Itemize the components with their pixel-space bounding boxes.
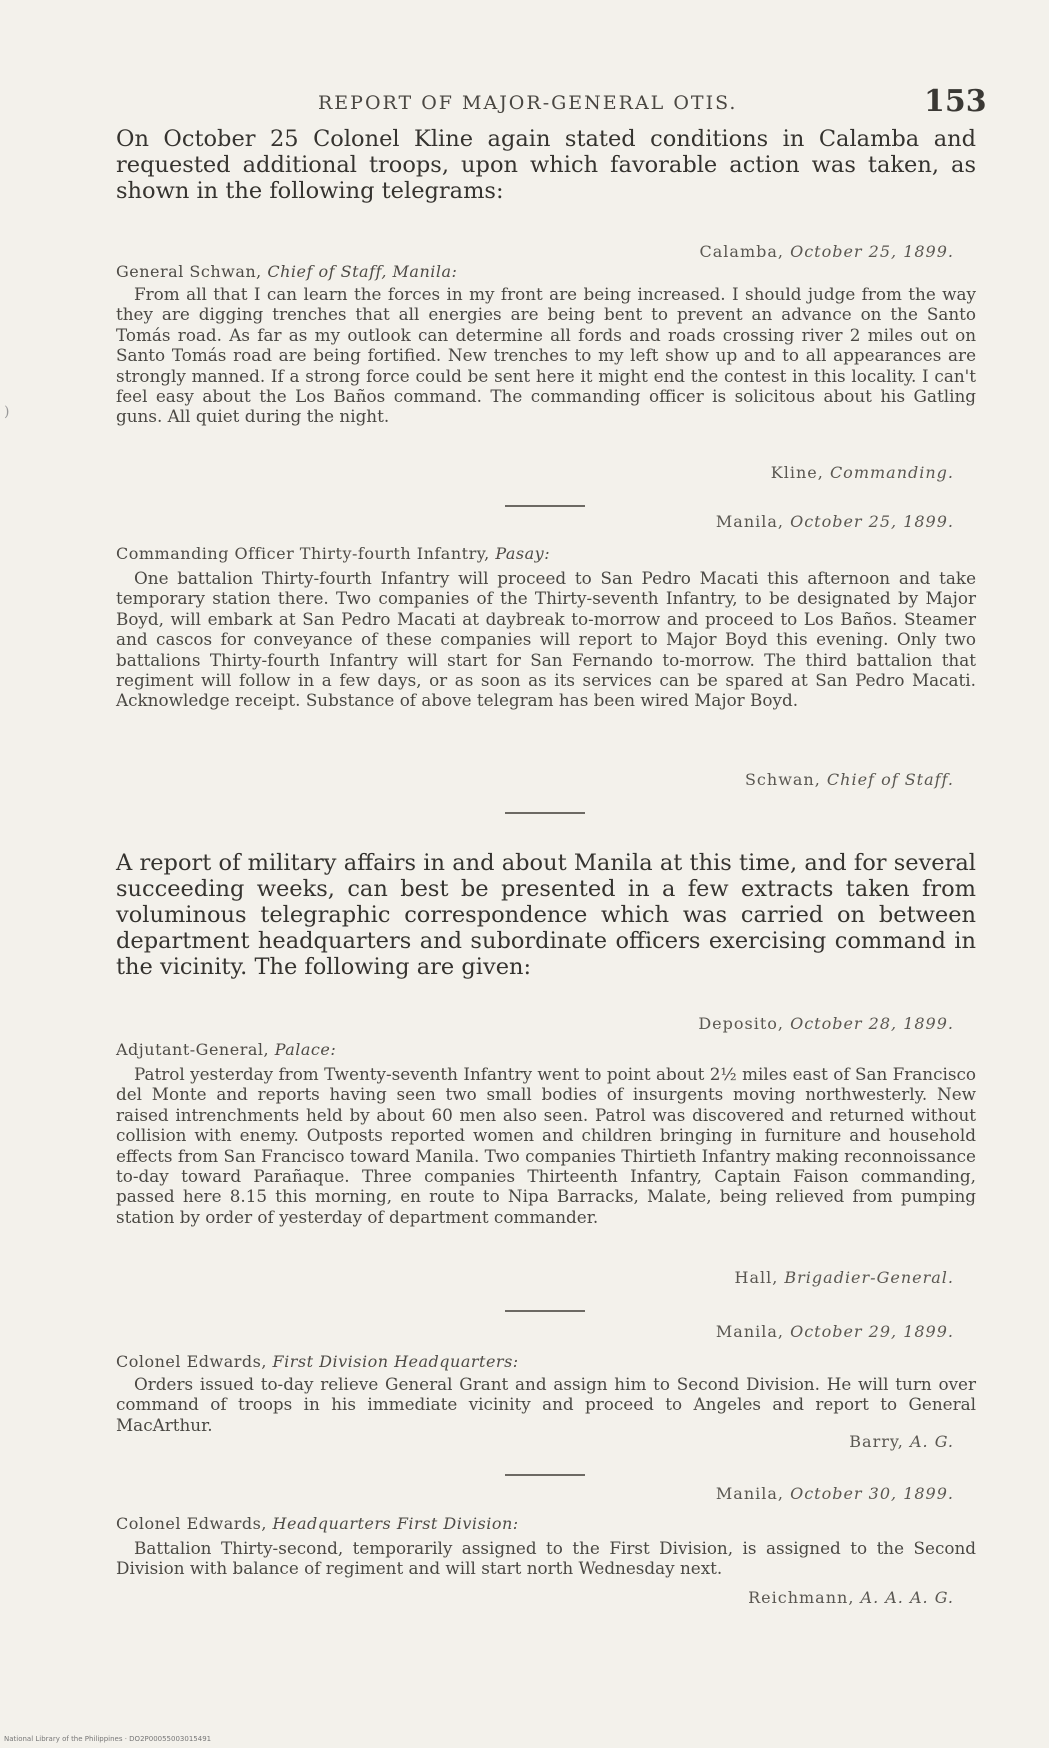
intro-paragraph-2: A report of military affairs in and about Manila at this time, and for several succeeding weeks, can best be presented in a few extracts taken from voluminous telegraphic correspondence which was carried on between department headquarters and subordinate officers exercising command in the vicinity. The following are given: (116, 850, 976, 980)
divider (505, 1474, 585, 1476)
telegram-3-body: Patrol yesterday from Twenty-seventh Infantry went to point about 2½ miles east of San Francisco del Monte and reports having seen two small bodies of insurgents moving northwesterly. New raised intrenchments held by about 60 men also seen. Patrol was discovered and returned without collision with enemy. Outposts reported women and children bringing in furniture and household effects from San Francisco toward Manila. Two companies Thirtieth Infantry making reconnoissance to-day toward Parañaque. Three companies Thirteenth Infantry, Captain Faison commanding, passed here 8.15 this morning, en route to Nipa Barracks, Malate, being relieved from pumping station by order of yesterday of department commander. (116, 1064, 976, 1227)
divider (505, 1310, 585, 1312)
telegram-5-signature: Reichmann, A. A. A. G. (748, 1588, 954, 1607)
telegram-4-dateline: Manila, October 29, 1899. (715, 1322, 954, 1341)
telegram-5-dateline: Manila, October 30, 1899. (715, 1484, 954, 1503)
running-header (0, 84, 1049, 124)
margin-mark: ) (4, 404, 10, 420)
telegram-2-signature: Schwan, Chief of Staff. (744, 770, 954, 789)
telegram-4-addressee: Colonel Edwards, First Division Headquarters: (116, 1352, 519, 1371)
telegram-2-addressee: Commanding Officer Thirty-fourth Infantry, Pasay: (116, 544, 551, 563)
telegram-1-addressee: General Schwan, Chief of Staff, Manila: (116, 262, 458, 281)
running-title: REPORT OF MAJOR-GENERAL OTIS. (318, 92, 738, 114)
divider (505, 505, 585, 507)
telegram-5-addressee: Colonel Edwards, Headquarters First Division: (116, 1514, 519, 1533)
telegram-2-dateline: Manila, October 25, 1899. (715, 512, 954, 531)
telegram-3-signature: Hall, Brigadier-General. (734, 1268, 954, 1287)
telegram-4-signature: Barry, A. G. (849, 1432, 954, 1451)
telegram-5-body: Battalion Thirty-second, temporarily assigned to the First Division, is assigned to the Second Division with balance of regiment and will start north Wednesday next. (116, 1538, 976, 1579)
scan-footer: National Library of the Philippines · DO2P00055003015491 (4, 1735, 212, 1743)
telegram-4-body: Orders issued to-day relieve General Grant and assign him to Second Division. He will turn over command of troops in his immediate vicinity and proceed to Angeles and report to General MacArthur. (116, 1374, 976, 1435)
telegram-3-dateline: Deposito, October 28, 1899. (698, 1014, 954, 1033)
telegram-1-dateline: Calamba, October 25, 1899. (699, 242, 954, 261)
intro-paragraph-1: On October 25 Colonel Kline again stated conditions in Calamba and requested additional troops, upon which favorable action was taken, as shown in the following telegrams: (116, 126, 976, 204)
page-number: 153 (924, 84, 987, 119)
telegram-3-addressee: Adjutant-General, Palace: (116, 1040, 337, 1059)
telegram-1-signature: Kline, Commanding. (770, 463, 954, 482)
divider (505, 812, 585, 814)
telegram-1-body: From all that I can learn the forces in my front are being increased. I should judge from the way they are digging trenches that all energies are being bent to prevent an advance on the Santo Tomás road. As far as my outlook can determine all fords and roads crossing river 2 miles out on Santo Tomás road are being fortified. New trenches to my left show up and to all appearances are strongly manned. If a strong force could be sent here it might end the contest in this locality. I can't feel easy about the Los Baños command. The commanding officer is solicitous about his Gatling guns. All quiet during the night. (116, 284, 976, 427)
telegram-2-body: One battalion Thirty-fourth Infantry will proceed to San Pedro Macati this afternoon and take temporary station there. Two companies of the Thirty-seventh Infantry, to be designated by Major Boyd, will embark at San Pedro Macati at daybreak to-morrow and proceed to Los Baños. Steamer and cascos for conveyance of these companies will report to Major Boyd this evening. Only two battalions Thirty-fourth Infantry will start for San Fernando to-morrow. The third battalion that regiment will follow in a few days, or as soon as its services can be spared at San Pedro Macati. Acknowledge receipt. Substance of above telegram has been wired Major Boyd. (116, 568, 976, 711)
